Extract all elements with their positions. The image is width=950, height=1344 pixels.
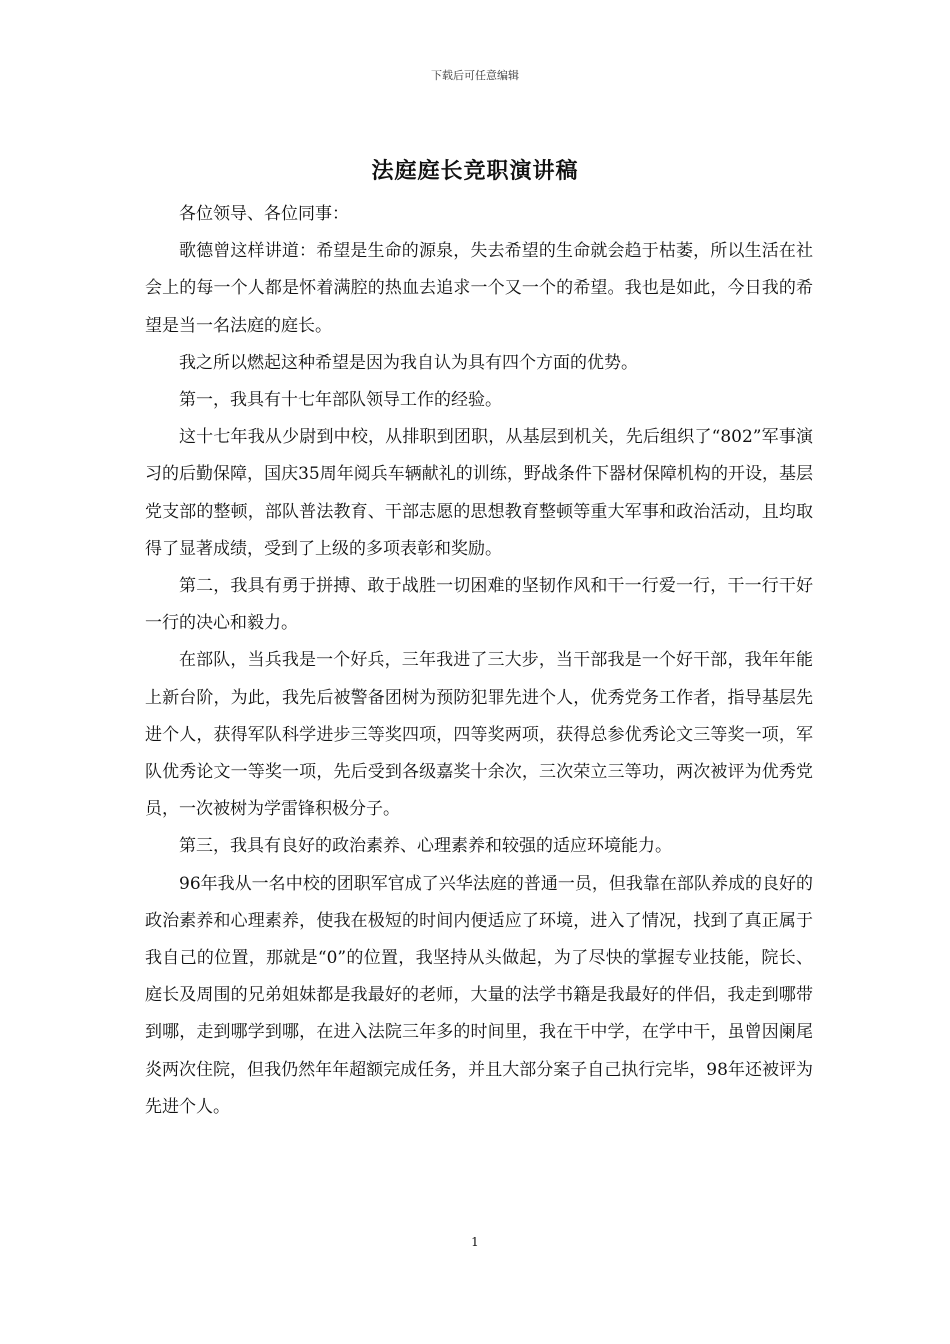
paragraph-salutation: 各位领导、各位同事：: [179, 204, 349, 224]
paragraph-5: 第二，我具有勇于拼搏、敢于战胜一切困难的坚韧作风和干一行爱一行，干一行干好一行的决心和毅力。: [145, 576, 813, 634]
paragraph-7: 第三，我具有良好的政治素养、心理素养和较强的适应环境能力。: [179, 836, 672, 857]
paragraph-4: 这十七年我从少尉到中校，从排职到团职，从基层到机关，先后组织了“802”军事演习的后勤保障，国庆35周年阅兵车辆献礼的训练，野战条件下器材保障机构的开设，基层党支部的整顿，部队普法教育、干部志愿的思想教育整顿等重大军事和政治活动，且均取得了显著成绩，受到了上级的多项表彰和奖励。: [145, 427, 813, 559]
paragraph-3: 第一，我具有十七年部队领导工作的经验。: [179, 390, 502, 411]
page-number: 1: [471, 1235, 479, 1249]
header-note: 下载后可任意编辑: [431, 69, 519, 82]
document-body: [145, 196, 813, 1126]
paragraph-8: 96年我从一名中校的团职军官成了兴华法庭的普通一员，但我靠在部队养成的良好的政治素养和心理素养，使我在极短的时间内便适应了环境，进入了情况，找到了真正属于我自己的位置，那就是“0”的位置，我坚持从头做起，为了尽快的掌握专业技能，院长、庭长及周围的兄弟姐妹都是我最好的老师，大量的法学书籍是我最好的伴侣，我走到哪带到哪，走到哪学到哪，在进入法院三年多的时间里，我在干中学，在学中干，虽曾因阑尾炎两次住院，但我仍然年年超额完成任务，并且大部分案子自己执行完毕，98年还被评为先进个人。: [145, 873, 813, 1117]
document-title: 法庭庭长竞职演讲稿: [371, 158, 579, 184]
paragraph-6: 在部队，当兵我是一个好兵，三年我进了三大步，当干部我是一个好干部，我年年能上新台阶，为此，我先后被警备团树为预防犯罪先进个人，优秀党务工作者，指导基层先进个人，获得军队科学进步三等奖四项，四等奖两项，获得总参优秀论文三等奖一项，军队优秀论文一等奖一项，先后受到各级嘉奖十余次，三次荣立三等功，两次被评为优秀党员，一次被树为学雷锋积极分子。: [145, 650, 813, 820]
paragraph-2: 我之所以燃起这种希望是因为我自认为具有四个方面的优势。: [179, 352, 638, 373]
paragraph-1: 歌德曾这样讲道：希望是生命的源泉，失去希望的生命就会趋于枯萎，所以生活在社会上的每一个人都是怀着满腔的热血去追求一个又一个的希望。我也是如此，今日我的希望是当一名法庭的庭长。: [145, 241, 813, 336]
